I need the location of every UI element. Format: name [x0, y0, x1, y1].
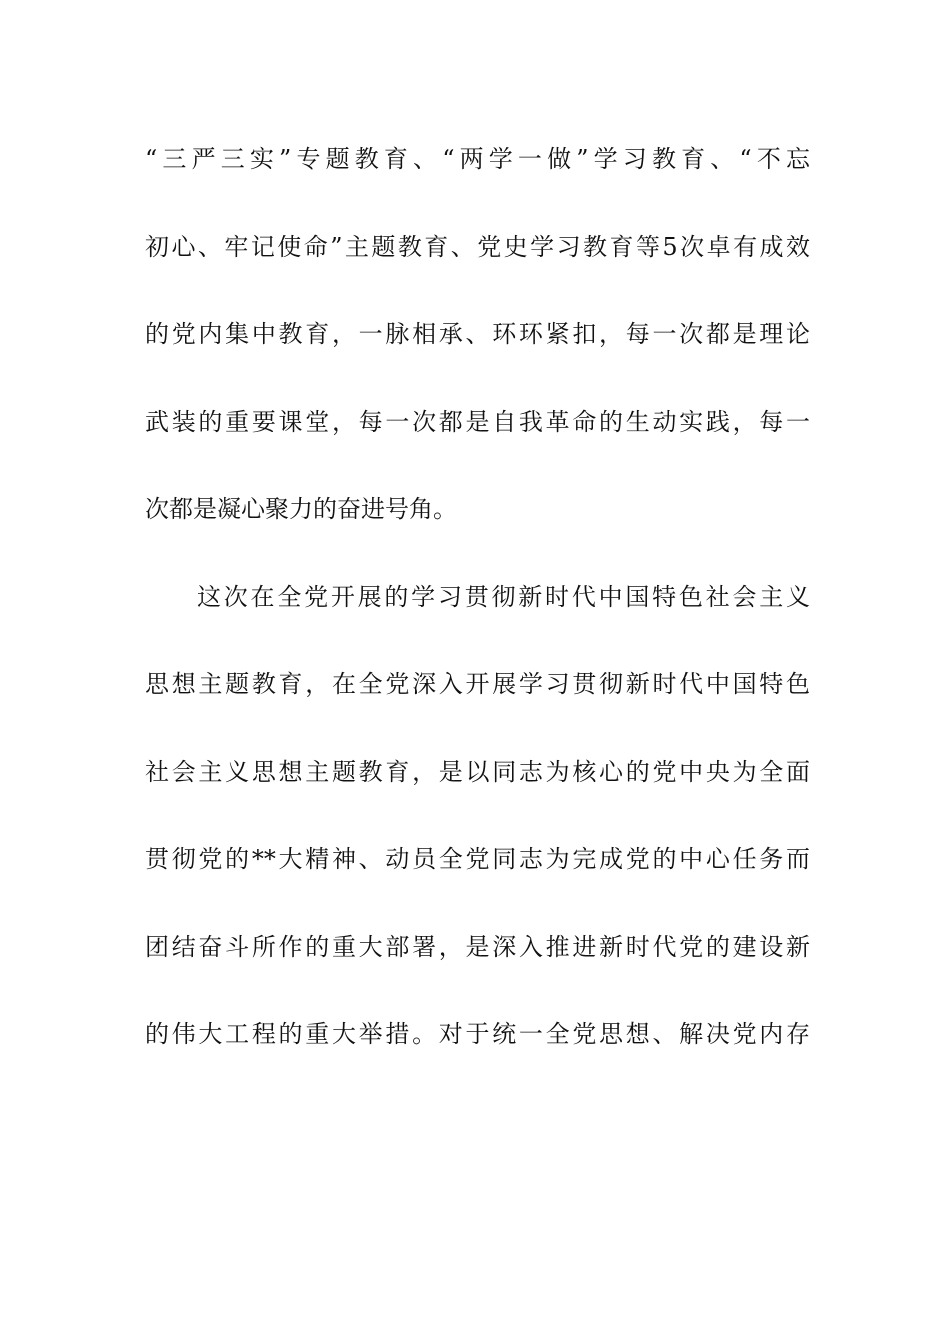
- text-line-7: 思想主题教育，在全党深入开展学习贯彻新时代中国特色: [145, 670, 810, 698]
- document-body: [145, 135, 810, 1098]
- text-line-8: 社会主义思想主题教育，是以同志为核心的党中央为全面: [145, 757, 810, 786]
- text-line-2: 初心、牢记使命”主题教育、党史学习教育等5次卓有成效: [145, 232, 810, 261]
- text-line-5: 次都是凝心聚力的奋进号角。: [145, 495, 457, 523]
- text-line-4: 武装的重要课堂，每一次都是自我革命的生动实践，每一: [145, 407, 810, 436]
- text-line-9: 贯彻党的**大精神、动员全党同志为完成党的中心任务而: [145, 845, 810, 873]
- text-line-11: 的伟大工程的重大举措。对于统一全党思想、解决党内存: [145, 1020, 810, 1048]
- text-line-6: 这次在全党开展的学习贯彻新时代中国特色社会主义: [197, 582, 810, 611]
- text-line-1: “三严三实”专题教育、“两学一做”学习教育、“不忘: [145, 145, 810, 173]
- text-line-3: 的党内集中教育，一脉相承、环环紧扣，每一次都是理论: [145, 320, 810, 348]
- text-line-10: 团结奋斗所作的重大部署，是深入推进新时代党的建设新: [145, 932, 810, 961]
